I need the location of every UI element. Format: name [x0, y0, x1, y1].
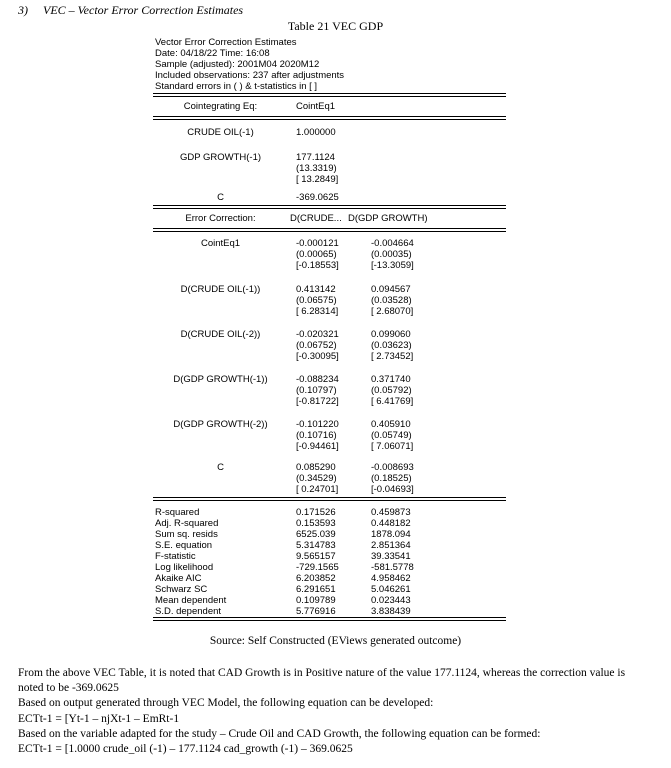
stat-label: Mean dependent [155, 595, 227, 606]
standard-error: (0.06752) [296, 340, 337, 351]
section-title: VEC – Vector Error Correction Estimates [43, 3, 244, 17]
stat-row [153, 551, 506, 562]
table-rule [153, 116, 506, 120]
coefficient: 0.094567 [371, 284, 411, 295]
row-label: D(CRUDE OIL(-1)) [180, 284, 261, 295]
stat-row [153, 529, 506, 540]
stat-row [153, 507, 506, 518]
cointegrating-row [153, 192, 506, 203]
standard-error: (0.10797) [296, 385, 337, 396]
stat-value: 0.153593 [296, 518, 336, 529]
stat-value: 39.33541 [371, 551, 411, 562]
stat-value: -729.1565 [296, 562, 339, 573]
standard-error: (0.03528) [371, 295, 412, 306]
stat-value: 6.203852 [296, 573, 336, 584]
coefficient: 177.1124 [296, 152, 335, 163]
t-statistic: [ 6.41769] [371, 396, 414, 407]
coefficient: 0.099060 [371, 329, 411, 340]
stat-value: 1878.094 [371, 529, 411, 540]
coefficient: 0.371740 [371, 374, 411, 385]
standard-error: (0.03623) [371, 340, 412, 351]
table-rule [153, 617, 506, 621]
row-label: C [217, 462, 224, 473]
stat-label: R-squared [155, 507, 200, 518]
source-caption: Source: Self Constructed (EViews generated outcome) [209, 635, 462, 647]
error-correction-row [153, 374, 506, 407]
row-label: CointEq1 [200, 238, 241, 249]
row-label: C [217, 192, 224, 203]
t-statistic: [ 13.2849] [296, 174, 339, 185]
coefficient: 1.000000 [296, 127, 336, 138]
stat-label: Schwarz SC [155, 584, 208, 595]
coefficient: -0.004664 [371, 238, 414, 249]
coefficient: 0.405910 [371, 419, 411, 430]
stat-row [153, 595, 506, 606]
stat-label: F-statistic [155, 551, 196, 562]
stat-label: S.E. equation [155, 540, 213, 551]
standard-error: (0.00065) [296, 249, 337, 260]
column-header: D(GDP GROWTH) [348, 213, 428, 224]
error-correction-row [153, 419, 506, 452]
coefficient: -0.088234 [296, 374, 339, 385]
t-statistic: [-0.94461] [296, 441, 339, 452]
stat-value: 4.958462 [371, 573, 411, 584]
t-statistic: [-0.18553] [296, 260, 339, 271]
equation-line: ECTt-1 = [Yt-1 – njXt-1 – EmRt-1 [18, 712, 180, 725]
header-line: Sample (adjusted): 2001M04 2020M12 [155, 59, 320, 70]
stat-value: 6525.039 [296, 529, 336, 540]
table-title: Table 21 VEC GDP [287, 19, 384, 33]
equation-line: ECTt-1 = [1.0000 crude_oil (-1) – 177.1124 cad_growth (-1) – 369.0625 [18, 743, 353, 756]
coefficient: 0.413142 [296, 284, 336, 295]
standard-error: (0.34529) [296, 473, 337, 484]
cointegrating-row [153, 152, 506, 185]
standard-error: (0.05792) [371, 385, 412, 396]
column-header: CointEq1 [296, 101, 336, 112]
section-number: 3) [18, 3, 28, 17]
body-paragraph [18, 666, 668, 757]
stat-row [153, 584, 506, 595]
t-statistic: [-0.30095] [296, 351, 339, 362]
t-statistic: [ 2.73452] [371, 351, 414, 362]
stat-value: 2.851364 [371, 540, 411, 551]
stat-row [153, 518, 506, 529]
stat-value: 3.838439 [371, 606, 411, 617]
t-statistic: [-0.81722] [296, 396, 339, 407]
standard-error: (0.10716) [296, 430, 337, 441]
row-label: D(CRUDE OIL(-2)) [180, 329, 261, 340]
standard-error: (13.3319) [296, 163, 337, 174]
error-correction-header [153, 213, 506, 224]
stat-row [153, 573, 506, 584]
row-label: D(GDP GROWTH(-1)) [173, 374, 268, 385]
header-line: Date: 04/18/22 Time: 16:08 [155, 48, 270, 59]
stat-value: 0.459873 [371, 507, 411, 518]
column-header: Cointegrating Eq: [183, 101, 258, 112]
stat-label: Log likelihood [155, 562, 214, 573]
t-statistic: [ 0.24701] [296, 484, 339, 495]
standard-error: (0.18525) [371, 473, 412, 484]
stat-value: 0.448182 [371, 518, 411, 529]
stat-label: Akaike AIC [155, 573, 202, 584]
header-line: Included observations: 237 after adjustments [155, 70, 345, 81]
stat-value: 5.776916 [296, 606, 336, 617]
t-statistic: [ 7.06071] [371, 441, 414, 452]
stat-value: 5.314783 [296, 540, 336, 551]
error-correction-row [153, 284, 506, 317]
standard-error: (0.00035) [371, 249, 412, 260]
standard-error: (0.05749) [371, 430, 412, 441]
standard-error: (0.06575) [296, 295, 337, 306]
t-statistic: [ 6.28314] [296, 306, 339, 317]
coefficient: -0.000121 [296, 238, 339, 249]
paragraph-line: Based on output generated through VEC Model, the following equation can be developed: [18, 697, 434, 710]
section-heading [0, 3, 243, 18]
stat-value: 6.291651 [296, 584, 336, 595]
table-rule [153, 497, 506, 501]
table-rule [153, 93, 506, 97]
stat-value: -581.5778 [371, 562, 414, 573]
cointegrating-header [153, 101, 506, 112]
row-label: CRUDE OIL(-1) [187, 127, 254, 138]
stat-label: Sum sq. resids [155, 529, 218, 540]
stat-row [153, 606, 506, 617]
t-statistic: [-13.3059] [371, 260, 414, 271]
eviews-output-header [155, 37, 344, 92]
header-line: Standard errors in ( ) & t-statistics in [ ] [155, 81, 318, 92]
coefficient: -0.101220 [296, 419, 339, 430]
statistics-block [153, 507, 506, 617]
table-rule [153, 205, 506, 209]
header-line: Vector Error Correction Estimates [155, 37, 297, 48]
t-statistic: [ 2.68070] [371, 306, 414, 317]
coefficient: 0.085290 [296, 462, 336, 473]
stat-value: 5.046261 [371, 584, 411, 595]
stat-label: Adj. R-squared [155, 518, 219, 529]
error-correction-row [153, 462, 506, 495]
cointegrating-row [153, 127, 506, 138]
t-statistic: [-0.04693] [371, 484, 414, 495]
paragraph-line: From the above VEC Table, it is noted that CAD Growth is in Positive nature of the value 177.1124, whereas the correction value is [18, 667, 626, 679]
table-rule [153, 228, 506, 232]
paragraph-line: Based on the variable adapted for the study – Crude Oil and CAD Growth, the following equation can be formed: [18, 727, 541, 740]
paragraph-line: noted to be -369.0625 [18, 682, 119, 695]
error-correction-row [153, 238, 506, 271]
stat-label: S.D. dependent [155, 606, 222, 617]
stat-value: 0.023443 [371, 595, 411, 606]
stat-row [153, 540, 506, 551]
stat-row [153, 562, 506, 573]
row-label: GDP GROWTH(-1) [179, 152, 262, 163]
coefficient: -369.0625 [296, 192, 339, 203]
coefficient: -0.008693 [371, 462, 414, 473]
coefficient: -0.020321 [296, 329, 339, 340]
stat-value: 0.109789 [296, 595, 336, 606]
row-label: D(GDP GROWTH(-2)) [173, 419, 268, 430]
stat-value: 0.171526 [296, 507, 336, 518]
stat-value: 9.565157 [296, 551, 336, 562]
column-header: D(CRUDE... [290, 213, 342, 224]
column-header: Error Correction: [185, 213, 256, 224]
error-correction-row [153, 329, 506, 362]
